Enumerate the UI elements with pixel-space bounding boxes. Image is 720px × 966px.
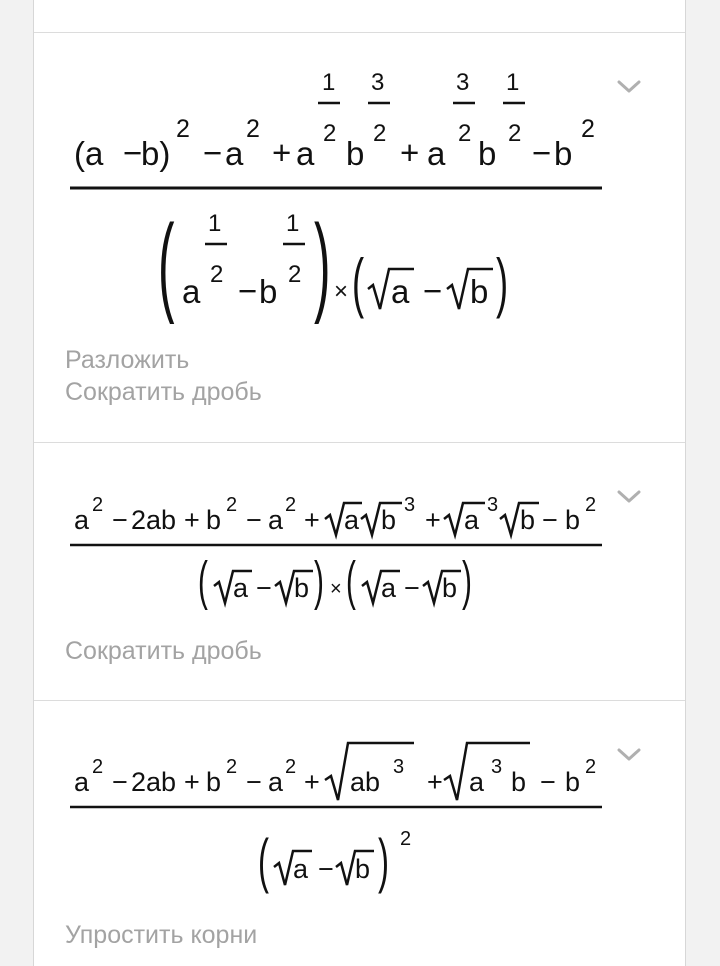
step-1-denominator-token: b	[470, 273, 489, 310]
step-1-numerator-token: b	[346, 135, 365, 172]
step-1-denominator-token: 2	[210, 261, 224, 288]
step-2-denominator-token: a	[381, 573, 397, 603]
steps-panel	[33, 0, 686, 966]
step-1-denominator-token: a	[391, 273, 410, 310]
step-2-numerator-token: a	[344, 505, 360, 535]
step-2-numerator-token: b	[520, 505, 536, 535]
step-1-numerator-token: 2	[581, 115, 595, 143]
step-2-numerator-token: 2	[226, 494, 238, 516]
step-2-denominator-token: )	[462, 551, 472, 612]
step-3-numerator-token: 3	[393, 756, 405, 778]
step-2-numerator-token: −	[246, 505, 262, 535]
step-3-formula	[34, 701, 687, 906]
step-1-numerator-token: 1	[506, 69, 520, 96]
step-1-numerator-token: (a	[74, 135, 104, 172]
step-3-numerator-token: 2ab	[131, 767, 177, 797]
action-reduce-fraction[interactable]: Сократить дробь	[65, 637, 262, 665]
step-2-denominator-token: a	[233, 573, 249, 603]
step-1-numerator-token: a	[427, 135, 446, 172]
step-1-denominator-token: 1	[286, 210, 300, 237]
step-2-numerator-token: +	[184, 505, 200, 535]
step-1-numerator-token: 2	[323, 120, 337, 147]
step-1-denominator-token: ×	[334, 278, 349, 305]
step-2-denominator-token: (	[197, 551, 208, 612]
step-3-numerator-token: 2	[92, 756, 104, 778]
step-2-numerator-token: a	[74, 505, 90, 535]
step-3-numerator-token: 2	[585, 756, 597, 778]
step-3-denominator-token: b	[355, 854, 371, 884]
step-2-denominator-token: b	[294, 573, 310, 603]
step-1-denominator-token: (	[351, 246, 365, 320]
step-2-numerator	[74, 494, 596, 535]
step-1-numerator-token: +	[272, 134, 292, 171]
step-2-numerator-token: +	[425, 505, 441, 535]
step-3-numerator-token: ab	[350, 767, 381, 797]
step-1-numerator-token: b)	[141, 135, 171, 172]
step-2-denominator-token: )	[314, 551, 324, 612]
step-2-numerator-token: 3	[487, 494, 499, 516]
step-1-denominator-token: −	[238, 272, 258, 309]
step-3-numerator-token: +	[427, 767, 443, 797]
step-1-numerator-token: b	[554, 135, 573, 172]
step-3-denominator-token: )	[378, 827, 389, 895]
step-2-numerator-token: 2ab	[131, 505, 177, 535]
step-3-numerator-token: −	[112, 767, 128, 797]
step-3-numerator-token: a	[469, 767, 485, 797]
step-1-numerator-token: 2	[508, 120, 522, 147]
step-3-numerator-token: 3	[491, 756, 503, 778]
step-3-numerator-token: +	[184, 767, 200, 797]
step-3-denominator-token: 2	[400, 828, 412, 850]
step-2-fraction	[34, 443, 687, 623]
step-card-2	[34, 443, 685, 700]
step-1-numerator-token: +	[400, 134, 420, 171]
step-1-denominator-token: 1	[208, 210, 222, 237]
step-1-denominator-token: (	[158, 202, 175, 326]
step-1-numerator-token: −	[123, 134, 143, 171]
step-1-numerator-token: 3	[371, 69, 385, 96]
step-2-numerator-token: b	[565, 505, 581, 535]
action-reduce-fraction[interactable]: Сократить дробь	[65, 378, 262, 406]
step-1-fraction	[34, 33, 687, 333]
step-3-numerator-token: 2	[285, 756, 297, 778]
step-1-numerator-token: −	[203, 134, 223, 171]
step-2-numerator-token: 2	[92, 494, 104, 516]
step-2-denominator	[198, 552, 472, 611]
step-1-denominator-token: )	[314, 202, 331, 326]
step-1-numerator-token: −	[532, 134, 552, 171]
step-2-numerator-token: a	[268, 505, 284, 535]
step-3-numerator-token: +	[304, 767, 320, 797]
step-3-numerator-token: a	[74, 767, 90, 797]
step-1-denominator-token: )	[495, 246, 509, 320]
step-1-formula	[34, 33, 687, 338]
step-1-numerator-token: b	[478, 135, 497, 172]
step-3-numerator-token: b	[565, 767, 581, 797]
step-card-3	[34, 701, 685, 966]
step-3-numerator-token: b	[511, 767, 527, 797]
step-1-numerator-token: a	[225, 135, 244, 172]
step-1-numerator	[74, 69, 595, 172]
step-2-numerator-token: −	[542, 505, 558, 535]
step-2-denominator-token: −	[256, 573, 272, 603]
step-3-denominator	[258, 828, 411, 895]
step-1-numerator-token: 2	[176, 115, 190, 143]
step-1-denominator-token: −	[423, 272, 443, 309]
step-2-denominator-token: −	[404, 573, 420, 603]
step-2-numerator-token: 2	[285, 494, 297, 516]
step-1-numerator-token: 3	[456, 69, 470, 96]
step-3-numerator-token: a	[268, 767, 284, 797]
step-3-denominator-token: a	[293, 854, 309, 884]
step-1-denominator-token: a	[182, 273, 201, 310]
step-3-numerator	[74, 743, 596, 800]
step-2-denominator-token: ×	[330, 578, 342, 600]
step-2-numerator-token: 3	[404, 494, 416, 516]
step-2-numerator-token: b	[381, 505, 397, 535]
step-2-formula	[34, 443, 687, 628]
step-2-denominator-token: (	[346, 551, 356, 612]
step-3-numerator-token: −	[246, 767, 262, 797]
step-1-numerator-token: 2	[246, 115, 260, 143]
step-3-denominator-token: (	[258, 827, 269, 895]
action-simplify-roots[interactable]: Упростить корни	[65, 921, 258, 949]
step-1-denominator-token: b	[259, 273, 278, 310]
step-1-numerator-token: a	[296, 135, 315, 172]
step-1-denominator	[158, 203, 508, 326]
step-1-denominator-token: 2	[288, 261, 302, 288]
action-factor[interactable]: Разложить	[65, 346, 190, 374]
step-2-numerator-token: 2	[585, 494, 597, 516]
step-2-numerator-token: a	[464, 505, 480, 535]
step-card-1	[34, 33, 685, 442]
step-2-numerator-token: −	[112, 505, 128, 535]
step-1-numerator-token: 2	[373, 120, 387, 147]
step-2-denominator-token: b	[442, 573, 458, 603]
step-3-numerator-token: 2	[226, 756, 238, 778]
step-3-fraction	[34, 701, 687, 901]
step-1-numerator-token: 2	[458, 120, 472, 147]
step-3-denominator-token: −	[318, 854, 334, 884]
step-3-numerator-token: b	[206, 767, 222, 797]
step-2-numerator-token: +	[304, 505, 320, 535]
step-3-numerator-token: −	[540, 767, 556, 797]
step-2-numerator-token: b	[206, 505, 222, 535]
step-1-numerator-token: 1	[322, 69, 336, 96]
